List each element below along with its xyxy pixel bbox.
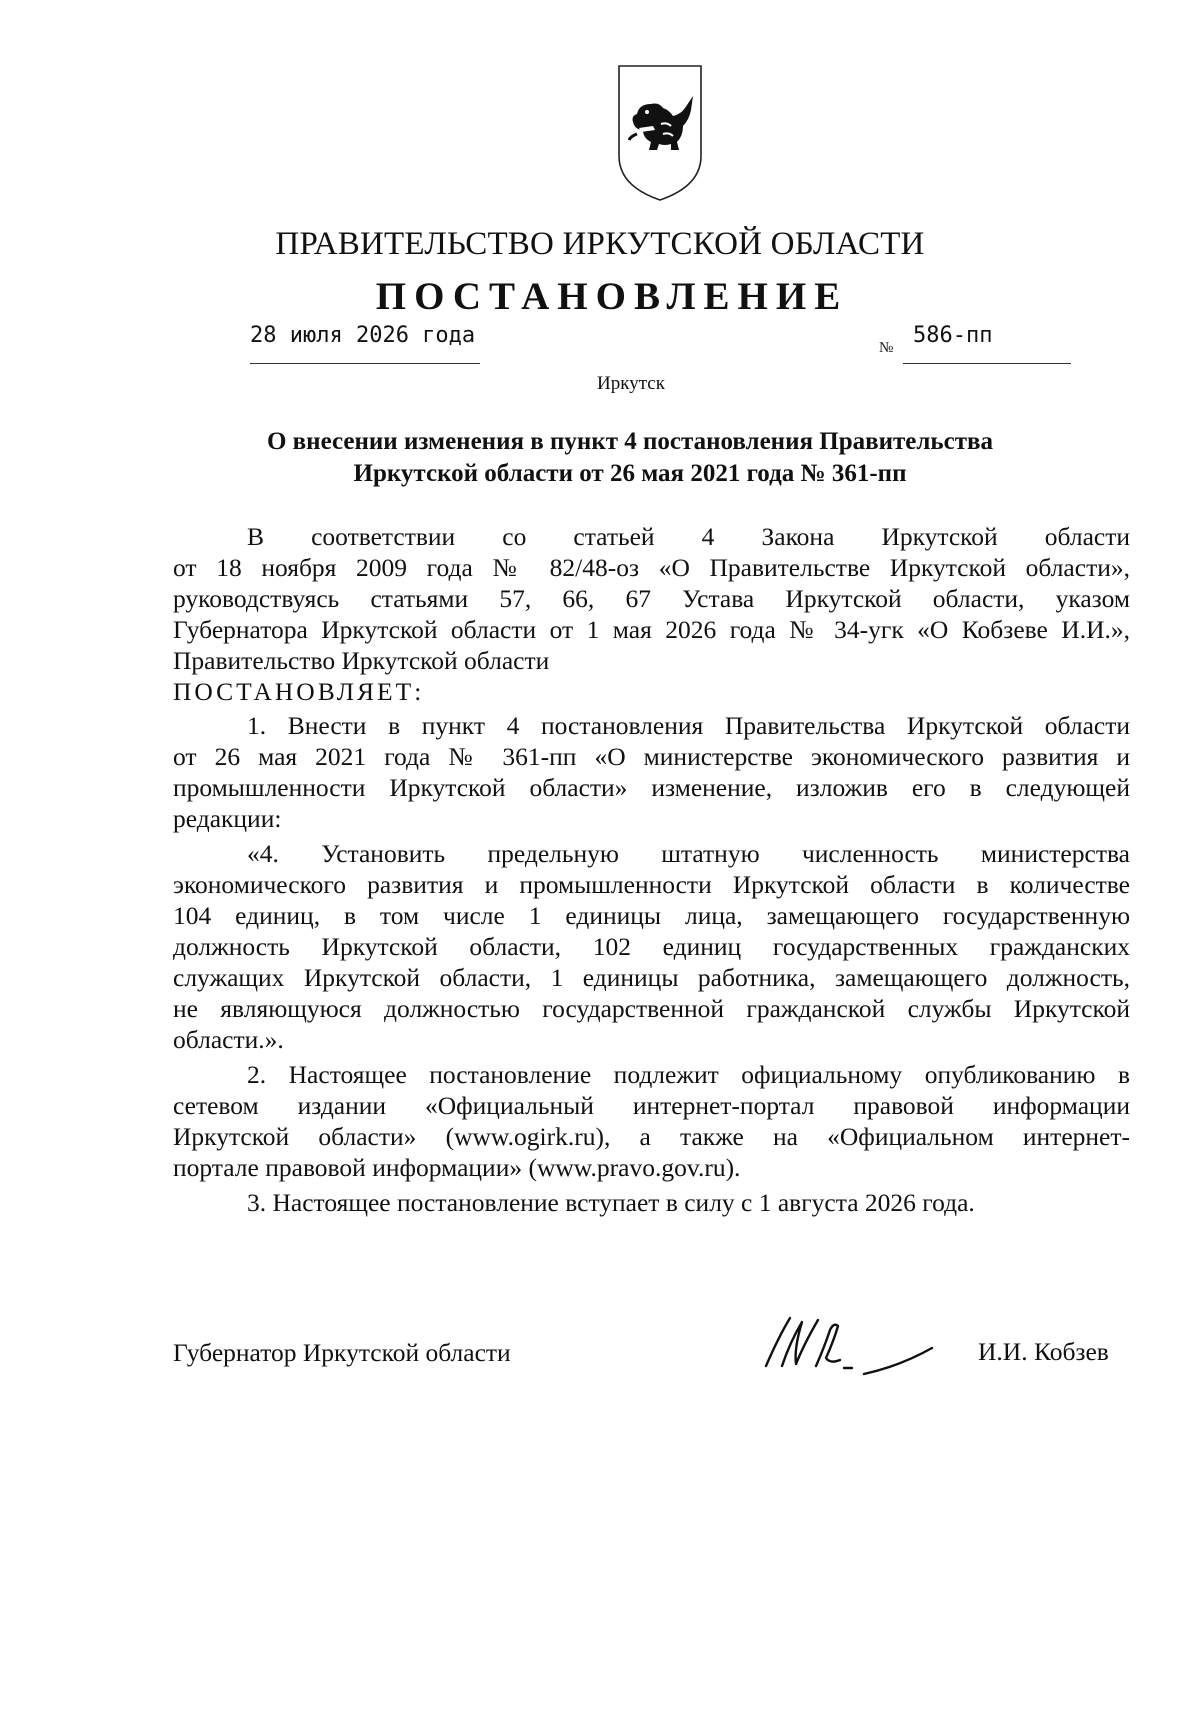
irkutsk-coat-of-arms-icon — [617, 64, 703, 202]
body-line: Иркутской области» (www.ogirk.ru), а также на «Официальном интернет- — [173, 1122, 1130, 1151]
body-line: промышленности Иркутской области» изменение, изложив его в следующей — [173, 773, 1130, 802]
body-line: В соответствии со статьей 4 Закона Иркутской области — [247, 522, 1130, 551]
body-line: от 26 мая 2021 года № 361-пп «О министерстве экономического развития и — [173, 742, 1130, 771]
body-line: области.». — [173, 1025, 284, 1054]
signatory-name: И.И. Кобзев — [978, 1337, 1109, 1366]
body-line: 3. Настоящее постановление вступает в силу с 1 августа 2026 года. — [247, 1188, 975, 1217]
body-line: от 18 ноября 2009 года № 82/48-оз «О Правительстве Иркутской области», — [173, 553, 1130, 582]
body-line: Губернатора Иркутской области от 1 мая 2026 года № 34-угк «О Кобзеве И.И.», — [173, 615, 1130, 644]
signatory-role: Губернатор Иркутской области — [173, 1338, 511, 1367]
government-name: ПРАВИТЕЛЬСТВО ИРКУТСКОЙ ОБЛАСТИ — [275, 226, 925, 262]
body-line: «4. Установить предельную штатную численность министерства — [247, 839, 1130, 868]
city-name: Иркутск — [597, 373, 665, 394]
document-number: 586-пп — [913, 323, 993, 348]
document-date: 28 июля 2026 года — [250, 323, 476, 348]
document-number-field — [903, 323, 1071, 364]
body-line: 104 единиц, в том числе 1 единицы лица, замещающего государственную — [173, 901, 1130, 930]
body-line: 2. Настоящее постановление подлежит официальному опубликованию в — [247, 1060, 1130, 1089]
body-line: 1. Внести в пункт 4 постановления Правительства Иркутской области — [247, 711, 1130, 740]
handwritten-signature — [760, 1308, 960, 1378]
body-line: редакции: — [173, 804, 282, 833]
number-label: № — [879, 340, 894, 356]
body-line: руководствуясь статьями 57, 66, 67 Устава Иркутской области, указом — [173, 584, 1130, 613]
body-line: сетевом издании «Официальный интернет-портал правовой информации — [173, 1091, 1130, 1120]
subject-line: О внесении изменения в пункт 4 постановления Правительства — [266, 428, 993, 455]
body-line: должность Иркутской области, 102 единиц государственных гражданских — [173, 932, 1130, 961]
body-line: экономического развития и промышленности Иркутской области в количестве — [173, 870, 1130, 899]
body-line: Правительство Иркутской области — [173, 646, 550, 675]
body-line: служащих Иркутской области, 1 единицы работника, замещающего должность, — [173, 963, 1130, 992]
subject-line: Иркутской области от 26 мая 2021 года № 361-пп — [353, 460, 907, 487]
document-date-field — [250, 323, 480, 364]
body-line: портале правовой информации» (www.pravo.gov.ru). — [173, 1153, 741, 1182]
document-type: ПОСТАНОВЛЕНИЕ — [375, 275, 849, 318]
resolves-heading: ПОСТАНОВЛЯЕТ: — [173, 677, 425, 706]
body-line: не являющуюся должностью государственной гражданской службы Иркутской — [173, 994, 1130, 1023]
